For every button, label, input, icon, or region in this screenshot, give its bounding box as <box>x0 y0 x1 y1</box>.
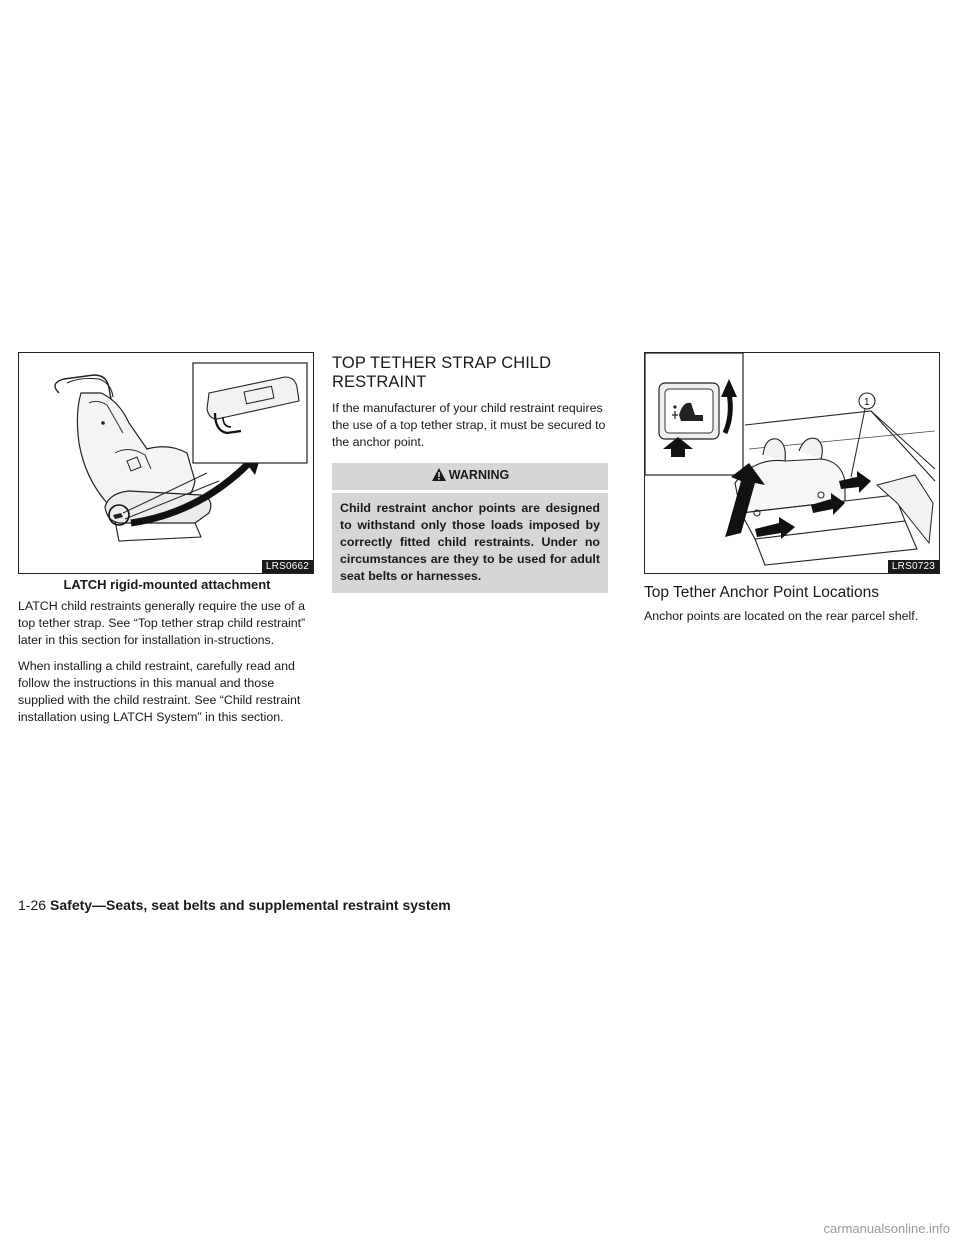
middle-column <box>332 352 608 593</box>
subheading: Top Tether Anchor Point Locations <box>644 584 879 601</box>
warning-label: WARNING <box>448 468 510 482</box>
warning-triangle-icon <box>431 467 447 485</box>
left-column <box>18 352 316 735</box>
section-title: Safety—Seats, seat belts and supplemental restraint system <box>50 897 451 913</box>
figure-code: LRS0723 <box>888 560 939 573</box>
page-number: 1-26 <box>18 897 47 913</box>
paragraph: LATCH child restraints generally require the use of a top tether strap. See “Top tether strap child restraint” later in this section for installation in-structions. <box>18 599 306 647</box>
section-heading: TOP TETHER STRAP CHILD RESTRAINT <box>332 354 552 391</box>
paragraph: Anchor points are located on the rear parcel shelf. <box>644 609 919 623</box>
figure-code: LRS0662 <box>262 560 313 573</box>
page-footer <box>18 897 451 913</box>
figure-caption: LATCH rigid-mounted attachment <box>63 577 271 592</box>
child-seat-illustration <box>19 353 313 573</box>
warning-text: Child restraint anchor points are designed to withstand only those loads imposed by correctly fitted child restraints. Under no circumstances are they to be used for adult seat belts or harnesses. <box>332 493 608 593</box>
callout-number: 1 <box>864 397 870 408</box>
paragraph: When installing a child restraint, carefully read and follow the instructions in this manual and those supplied with the child restraint. See “Child restraint installation using LATCH System” in this section. <box>18 659 301 724</box>
parcel-shelf-illustration <box>645 353 939 573</box>
right-column <box>644 352 942 634</box>
warning-box <box>332 463 608 593</box>
paragraph: If the manufacturer of your child restraint requires the use of a top tether strap, it must be secured to the anchor point. <box>332 401 606 449</box>
anchor-locations-figure <box>644 352 940 574</box>
watermark-text: carmanualsonline.info <box>823 1221 950 1236</box>
latch-attachment-figure <box>18 352 314 574</box>
warning-header <box>332 463 608 490</box>
